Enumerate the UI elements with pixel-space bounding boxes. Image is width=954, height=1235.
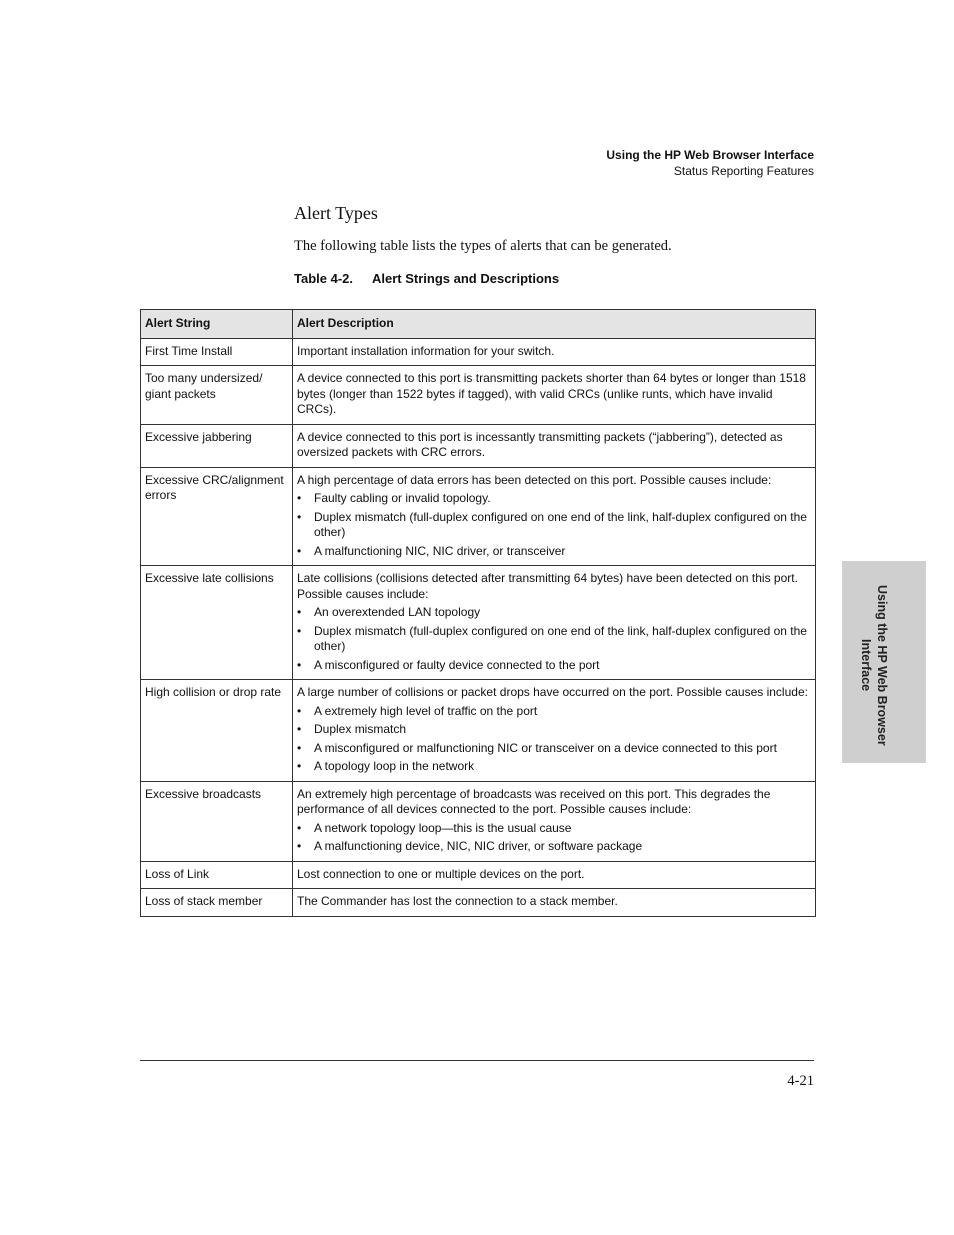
cause-text: An overextended LAN topology <box>314 605 481 619</box>
alert-table <box>140 309 816 917</box>
bullet-icon: • <box>297 623 302 638</box>
cause-list-item <box>297 624 811 655</box>
alert-description-cell <box>293 366 816 425</box>
alert-string-cell: High collision or drop rate <box>141 680 293 782</box>
side-tab-label: Using the HP Web Browser Interface <box>859 584 889 746</box>
cause-text: Duplex mismatch (full-duplex configured on one end of the link, half-duplex configured on the other) <box>314 509 807 539</box>
alert-string-cell: Loss of stack member <box>141 889 293 917</box>
cause-text: A malfunctioning device, NIC, NIC driver, or software package <box>314 839 643 853</box>
bullet-icon: • <box>297 703 302 718</box>
alert-description-text: A device connected to this port is incessantly transmitting packets (“jabbering”), detected as oversized packets with CRC errors. <box>297 429 783 459</box>
table-row <box>141 889 816 917</box>
bullet-icon: • <box>297 491 302 505</box>
chapter-title: Using the HP Web Browser Interface <box>606 148 814 162</box>
table-row <box>141 366 816 425</box>
column-header-alert-description: Alert Description <box>293 310 816 339</box>
alert-description-text: A large number of collisions or packet drops have occurred on the port. Possible causes include: <box>297 685 808 699</box>
table-caption <box>294 271 559 286</box>
table-caption-number: Table 4-2. <box>294 271 354 286</box>
alert-description-cell <box>293 467 816 566</box>
table-row <box>141 861 816 889</box>
cause-list-item <box>297 759 811 775</box>
cause-list <box>297 491 811 559</box>
bullet-icon: • <box>297 820 302 835</box>
cause-list <box>297 821 811 855</box>
alert-description-cell <box>293 338 816 366</box>
cause-list-item <box>297 605 811 621</box>
alert-description-text: Important installation information for your switch. <box>297 343 555 358</box>
cause-list-item <box>297 658 811 674</box>
cause-list-item <box>297 544 811 560</box>
cause-text: A malfunctioning NIC, NIC driver, or transceiver <box>314 543 566 558</box>
alert-description-text: The Commander has lost the connection to a stack member. <box>297 894 618 908</box>
alert-string-cell: Loss of Link <box>141 861 293 889</box>
cause-text: Duplex mismatch <box>314 722 407 736</box>
alert-string-cell: Too many undersized/ giant packets <box>141 366 293 425</box>
table-row <box>141 338 816 366</box>
table-row <box>141 566 816 680</box>
cause-text: A extremely high level of traffic on the port <box>314 703 538 718</box>
bullet-icon: • <box>297 605 302 619</box>
table-caption-title: Alert Strings and Descriptions <box>372 271 560 286</box>
alert-description-text: A device connected to this port is transmitting packets shorter than 64 bytes or longer than 1518 bytes (longer than 1522 bytes if tagged), with valid CRCs (unlike runts, which have invalid CRCs). <box>297 371 806 416</box>
alert-string-cell: Excessive broadcasts <box>141 781 293 861</box>
bullet-icon: • <box>297 509 302 524</box>
footer-rule <box>140 1060 814 1061</box>
alert-description-text: A high percentage of data errors has been detected on this port. Possible causes include: <box>297 472 772 487</box>
alert-string-cell: Excessive late collisions <box>141 566 293 680</box>
cause-list-item <box>297 704 811 720</box>
running-head <box>606 147 814 179</box>
table-header-row <box>141 310 816 339</box>
alert-description-cell <box>293 889 816 917</box>
table-row <box>141 680 816 782</box>
bullet-icon: • <box>297 759 302 773</box>
alert-description-text: An extremely high percentage of broadcasts was received on this port. This degrades the performance of all devices connected to the port. Possible causes include: <box>297 786 771 816</box>
bullet-icon: • <box>297 657 302 672</box>
cause-list-item <box>297 491 811 507</box>
cause-list-item <box>297 839 811 855</box>
cause-text: A misconfigured or malfunctioning NIC or transceiver on a device connected to this port <box>314 740 777 755</box>
cause-list-item <box>297 510 811 541</box>
cause-text: A misconfigured or faulty device connected to the port <box>314 657 600 672</box>
bullet-icon: • <box>297 839 302 853</box>
alert-description-cell <box>293 680 816 782</box>
cause-list <box>297 704 811 775</box>
cause-list-item <box>297 821 811 837</box>
alert-string-cell: Excessive CRC/alignment errors <box>141 467 293 566</box>
cause-list-item <box>297 722 811 738</box>
cause-text: Duplex mismatch (full-duplex configured on one end of the link, half-duplex configured on the other) <box>314 623 807 653</box>
cause-list <box>297 605 811 673</box>
section-name: Status Reporting Features <box>673 164 814 178</box>
cause-list-item <box>297 741 811 757</box>
cause-text: Faulty cabling or invalid topology. <box>314 491 491 505</box>
bullet-icon: • <box>297 543 302 558</box>
page-number: 4-21 <box>787 1073 814 1089</box>
alert-string-cell: Excessive jabbering <box>141 424 293 467</box>
alert-description-text: Lost connection to one or multiple devices on the port. <box>297 866 585 881</box>
chapter-side-tab <box>842 561 926 763</box>
table-row <box>141 424 816 467</box>
alert-description-text: Late collisions (collisions detected after transmitting 64 bytes) have been detected on this port. Possible causes include: <box>297 571 798 601</box>
intro-paragraph: The following table lists the types of alerts that can be generated. <box>294 238 672 254</box>
alert-description-cell <box>293 861 816 889</box>
table-row <box>141 467 816 566</box>
cause-text: A topology loop in the network <box>314 759 475 773</box>
column-header-alert-string: Alert String <box>141 310 293 339</box>
alert-description-cell <box>293 566 816 680</box>
bullet-icon: • <box>297 722 302 736</box>
alert-string-cell: First Time Install <box>141 338 293 366</box>
section-title: Alert Types <box>294 203 378 223</box>
bullet-icon: • <box>297 740 302 755</box>
alert-description-cell <box>293 781 816 861</box>
cause-text: A network topology loop—this is the usual cause <box>314 820 572 835</box>
table-row <box>141 781 816 861</box>
alert-description-cell <box>293 424 816 467</box>
